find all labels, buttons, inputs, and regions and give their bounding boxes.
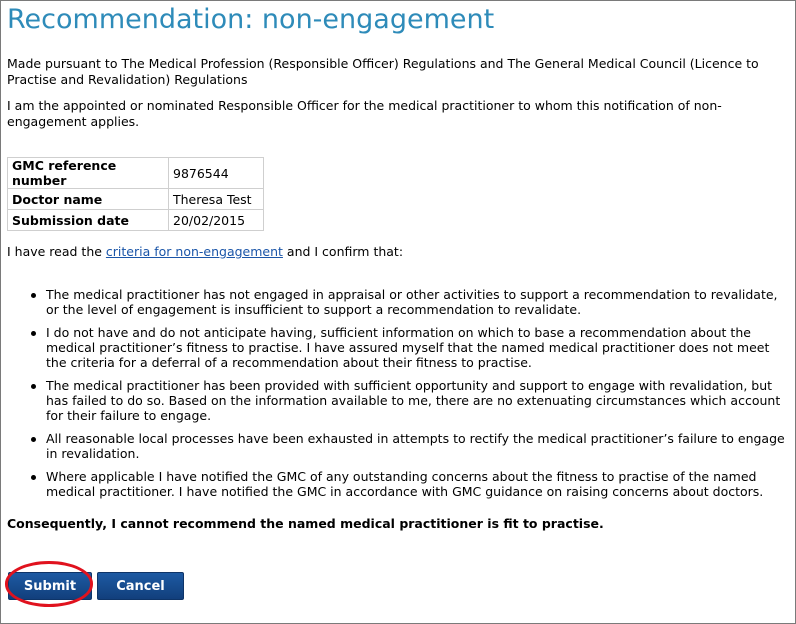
cancel-button[interactable]: Cancel: [97, 572, 184, 600]
list-item: [27, 378, 789, 423]
regulations-text: Made pursuant to The Medical Profession (Responsible Officer) Regulations and The General Medical Council (Licence to Practise and Revalidation) Regulations: [7, 56, 759, 87]
statement-text: Where applicable I have notified the GMC of any outstanding concerns about the fitness to practise of the named medical practitioner. I have notified the GMC in accordance with GMC guidance on raising concerns about doctors.: [46, 469, 764, 499]
submission-date-label: Submission date: [8, 210, 169, 231]
gmc-reference-label: GMC reference number: [8, 158, 169, 189]
criteria-link[interactable]: criteria for non-engagement: [105, 244, 283, 259]
statement-text: The medical practitioner has not engaged in appraisal or other activities to support a recommendation to revalidate, or the level of engagement is insufficient to support a recommendation to revalidate.: [46, 287, 778, 317]
doctor-name-value: Theresa Test: [169, 189, 264, 210]
confirmation-text: [7, 244, 777, 260]
bullet-icon: [31, 475, 36, 480]
page-title: Recommendation: non-engagement: [7, 4, 495, 35]
list-item: [27, 431, 789, 461]
confirmation-suffix: and I confirm that:: [282, 244, 404, 259]
bullet-icon: [31, 331, 36, 336]
list-item: [27, 287, 789, 317]
statement-text: I do not have and do not anticipate having, sufficient information on which to base a recommendation about the medical practitioner’s fitness to practise. I have assured myself that the named medical practitioner does not meet the criteria for a deferral of a recommendation about their fitness to practise.: [46, 325, 770, 370]
list-item: [27, 325, 789, 370]
confirmation-statements-list: [27, 287, 789, 507]
bullet-icon: [31, 384, 36, 389]
submit-button[interactable]: Submit: [8, 572, 92, 600]
statement-text: All reasonable local processes have been exhausted in attempts to rectify the medical practitioner’s failure to engage in revalidation.: [46, 431, 785, 461]
table-row: [8, 210, 264, 231]
gmc-reference-value: 9876544: [169, 158, 264, 189]
list-item: [27, 469, 789, 499]
statement-text: The medical practitioner has been provided with sufficient opportunity and support to engage with revalidation, but has failed to do so. Based on the information available to me, there are no extenuating circumstances which account for their failure to engage.: [46, 378, 781, 423]
conclusion-text: Consequently, I cannot recommend the named medical practitioner is fit to practise.: [7, 516, 604, 531]
table-row: [8, 189, 264, 210]
bullet-icon: [31, 293, 36, 298]
submission-date-value: 20/02/2015: [169, 210, 264, 231]
doctor-details-table: [7, 157, 264, 231]
doctor-name-label: Doctor name: [8, 189, 169, 210]
table-row: [8, 158, 264, 189]
bullet-icon: [31, 437, 36, 442]
confirmation-prefix: I have read the: [7, 244, 106, 259]
officer-statement: I am the appointed or nominated Responsible Officer for the medical practitioner to whom this notification of non-engagement applies.: [7, 98, 722, 129]
